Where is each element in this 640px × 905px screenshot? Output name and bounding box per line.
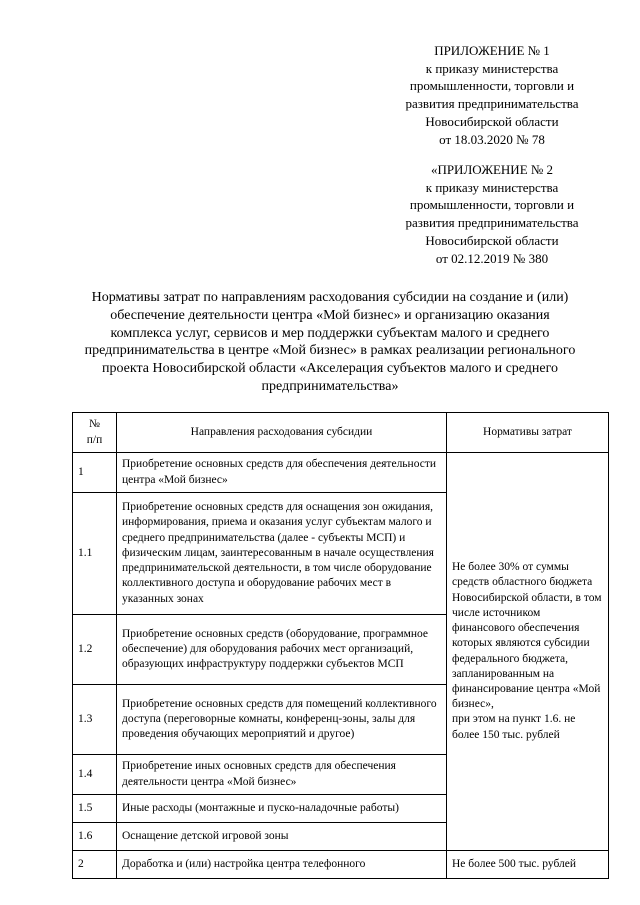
norm-group-extra: при этом на пункт 1.6. не более 150 тыс. рублей xyxy=(452,713,576,741)
row-direction: Доработка и (или) настройка центра телефонного xyxy=(117,851,447,879)
table-row xyxy=(73,851,609,879)
table-header-row xyxy=(73,413,609,453)
appendix-1-line: Новосибирской области xyxy=(425,113,559,129)
appendix-1-line: от 18.03.2020 № 78 xyxy=(439,131,545,147)
appendix-2-line: промышленности, торговли и xyxy=(409,197,575,213)
row-number: 1.4 xyxy=(73,755,117,795)
title-line: Нормативы затрат по направлениям расходования субсидии на создание и (или) xyxy=(91,290,569,305)
row-direction: Приобретение основных средств для оснащения зон ожидания, информирования, приема и оказания услуг субъектам малого и среднего предпринимательства (далее - субъекты МСП) и физическим лицам, заинтересованным в начале осуществления предпринимательской деятельности, в том числе оборудование коллективного доступа и оборудование рабочих мест в указанных зонах xyxy=(117,493,447,615)
header-norms: Нормативы затрат xyxy=(447,413,609,453)
row-direction: Оснащение детской игровой зоны xyxy=(117,823,447,851)
row-number: 2 xyxy=(73,851,117,879)
row-norm: Не более 500 тыс. рублей xyxy=(447,851,609,879)
row-number: 1 xyxy=(73,453,117,493)
row-number: 1.3 xyxy=(73,685,117,755)
row-direction: Приобретение основных средств (оборудование, программное обеспечение) для оборудования рабочих мест организаций, образующих инфраструктуру поддержки субъектов МСП xyxy=(117,615,447,685)
appendix-1-header xyxy=(372,42,612,148)
header-direction: Направления расходования субсидии xyxy=(117,413,447,453)
row-direction: Иные расходы (монтажные и пуско-наладочные работы) xyxy=(117,795,447,823)
header-number xyxy=(73,413,117,453)
appendix-2-line: развития предпринимательства xyxy=(405,215,579,231)
appendix-2-line: Новосибирской области xyxy=(425,232,559,248)
row-number: 1.2 xyxy=(73,615,117,685)
appendix-1-line: ПРИЛОЖЕНИЕ № 1 xyxy=(434,43,550,58)
appendix-2-line: к приказу министерства xyxy=(425,179,559,195)
norm-group-main: Не более 30% от суммы средств областного бюджета Новосибирской области, в том числе источником финансового обеспечения которых являются субсидии федерального бюджета, запланированным на финансирование центра «Мой бизнес», xyxy=(452,561,602,711)
row-number: 1.6 xyxy=(73,823,117,851)
document-title xyxy=(60,289,600,396)
row-direction: Приобретение иных основных средств для обеспечения деятельности центра «Мой бизнес» xyxy=(117,755,447,795)
row-number: 1.5 xyxy=(73,795,117,823)
title-line: предпринимательства в центре «Мой бизнес» в рамках реализации регионального xyxy=(84,343,576,359)
header-number-line: № xyxy=(89,418,100,431)
norm-group-cell xyxy=(447,453,609,851)
header-number-line: п/п xyxy=(86,433,103,446)
title-line: обеспечение деятельности центра «Мой бизнес» и организацию оказания xyxy=(110,307,550,323)
title-line: комплекса услуг, сервисов и мер поддержки субъектам малого и среднего xyxy=(110,325,550,341)
appendix-1-line: промышленности, торговли и xyxy=(409,78,575,94)
title-line: проекта Новосибирской области «Акселерация субъектов малого и среднего xyxy=(101,361,559,377)
appendix-2-header xyxy=(372,161,612,267)
row-direction: Приобретение основных средств для помещений коллективного доступа (переговорные комнаты, конференц-зоны, залы для проведения обучающих мероприятий и другое) xyxy=(117,685,447,755)
appendix-2-line: от 02.12.2019 № 380 xyxy=(435,250,549,266)
appendix-1-line: к приказу министерства xyxy=(425,60,559,76)
table-row xyxy=(73,453,609,493)
appendix-2-line: «ПРИЛОЖЕНИЕ № 2 xyxy=(430,162,554,177)
title-line: предпринимательства» xyxy=(261,378,399,394)
row-number: 1.1 xyxy=(73,493,117,615)
row-direction: Приобретение основных средств для обеспечения деятельности центра «Мой бизнес» xyxy=(117,453,447,493)
appendix-1-line: развития предпринимательства xyxy=(405,96,579,112)
norms-table xyxy=(72,412,609,879)
